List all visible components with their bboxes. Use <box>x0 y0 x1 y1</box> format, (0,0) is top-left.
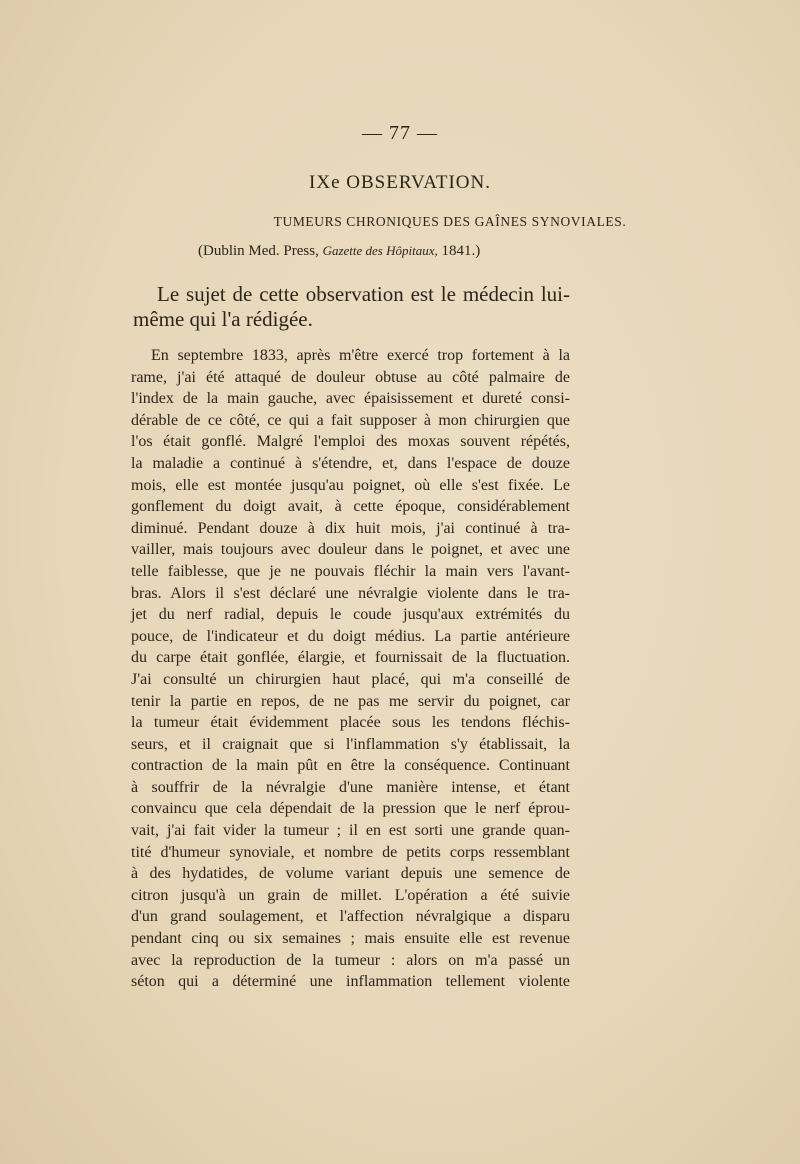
source-citation <box>198 243 480 260</box>
body-paragraph <box>131 345 570 993</box>
source-prefix: (Dublin Med. Press, <box>198 243 319 259</box>
body-line: gonflement du doigt avait, à cette époque, considérablement <box>131 498 570 516</box>
body-line: tenir la partie en repos, de ne pas me servir du poignet, car <box>131 692 570 710</box>
body-line: contraction de la main pût en être la conséquence. Continuant <box>131 757 570 775</box>
body-line: jet du nerf radial, depuis le coude jusqu'aux extrémités du <box>131 606 570 624</box>
page-number: — 77 — <box>362 122 438 144</box>
body-line: l'index de la main gauche, avec épaisissement et dureté consi- <box>131 390 570 408</box>
body-line: l'os était gonflé. Malgré l'emploi des moxas souvent répétés, <box>131 433 570 451</box>
body-line: à des hydatides, de volume variant depuis une semence de <box>131 865 570 883</box>
body-line: citron jusqu'à un grain de millet. L'opération a été suivie <box>131 886 570 904</box>
body-line: bras. Alors il s'est déclaré une névralgie violente dans le tra- <box>131 584 570 602</box>
source-journal: Gazette des Hôpitaux, <box>322 243 438 258</box>
body-line: vailler, mais toujours avec douleur dans le poignet, et avec une <box>131 541 570 559</box>
body-line: mois, elle est montée jusqu'au poignet, où elle s'est fixée. Le <box>131 476 570 494</box>
body-line: convaincu que cela dépendait de la pression que le nerf éprou- <box>131 800 570 818</box>
body-line: En septembre 1833, après m'être exercé trop fortement à la <box>151 347 570 364</box>
body-line: la maladie a continué à s'étendre, et, dans l'espace de douze <box>131 454 570 472</box>
body-line: pouce, de l'indicateur et du doigt médius. La partie antérieure <box>131 627 570 645</box>
observation-heading: IXe OBSERVATION. <box>309 172 491 193</box>
body-line: d'un grand soulagement, et l'affection névralgique a disparu <box>131 908 570 926</box>
body-line: avec la reproduction de la tumeur : alors on m'a passé un <box>131 951 570 969</box>
observation-subheading: TUMEURS CHRONIQUES DES GAÎNES SYNOVIALES. <box>273 214 627 229</box>
body-line: tité d'humeur synoviale, et nombre de petits corps ressemblant <box>131 843 570 861</box>
body-line: vait, j'ai fait vider la tumeur ; il en est sorti une grande quan- <box>131 822 570 840</box>
body-line: pendant cinq ou six semaines ; mais ensuite elle est revenue <box>131 930 570 948</box>
body-line: rame, j'ai été attaqué de douleur obtuse au côté palmaire de <box>131 368 570 386</box>
body-line: dérable de ce côté, ce qui a fait supposer à mon chirurgien que <box>131 411 570 429</box>
body-line: diminué. Pendant douze à dix huit mois, j'ai continué à tra- <box>131 519 570 537</box>
body-line: telle faiblesse, que je ne pouvais fléchir la main vers l'avant- <box>131 562 570 580</box>
body-line: du carpe était gonflée, élargie, et fournissait de la fluctuation. <box>131 649 570 667</box>
body-line: séton qui a déterminé une inflammation tellement violente <box>131 973 570 991</box>
body-line: la tumeur était évidemment placée sous les tendons fléchis- <box>131 714 570 732</box>
body-line: J'ai consulté un chirurgien haut placé, qui m'a conseillé de <box>131 670 570 688</box>
body-line: seurs, et il craignait que si l'inflammation s'y établissait, la <box>131 735 570 753</box>
intro-paragraph: Le sujet de cette observation est le médecin lui-même qui l'a rédigée. <box>133 282 570 331</box>
body-line: à souffrir de la névralgie d'une manière intense, et étant <box>131 778 570 796</box>
source-year: 1841.) <box>441 243 481 259</box>
